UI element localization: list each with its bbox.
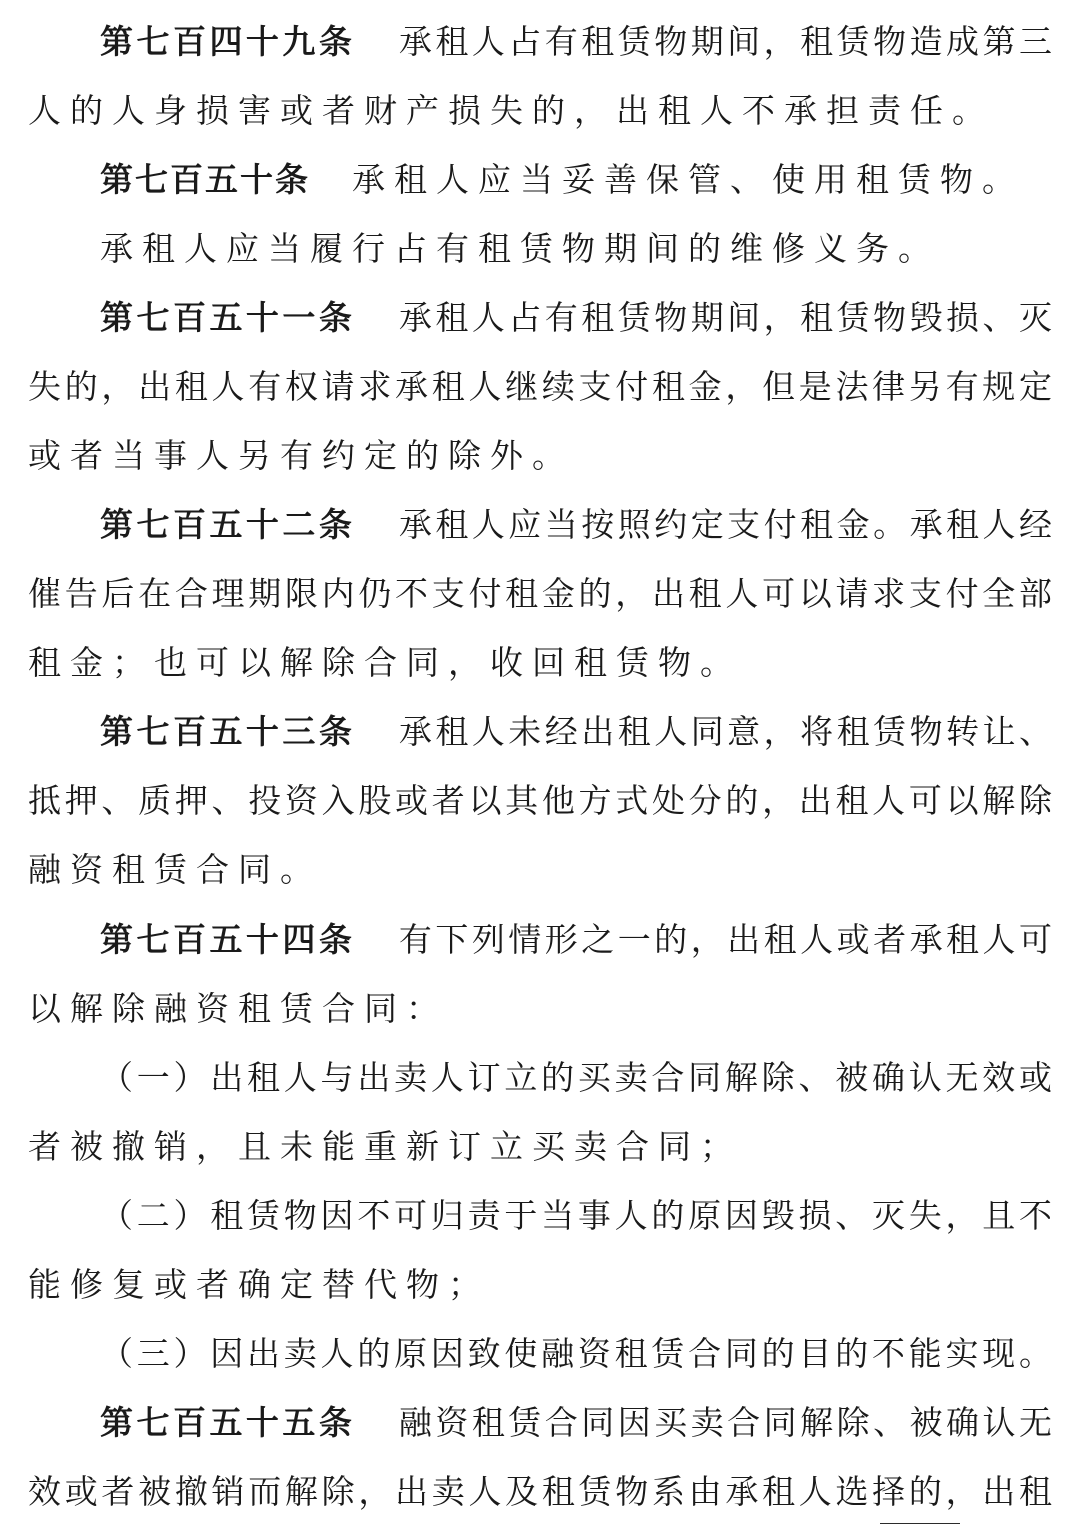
article-751-line-2: 失的，出租人有权请求承租人继续支付租金，但是法律另有规定 xyxy=(28,367,1054,406)
article-755-text: 融资租赁合同因买卖合同解除、被确认无 xyxy=(397,1403,1055,1442)
article-754-item-2-line-2: 能修复或者确定替代物； xyxy=(28,1265,490,1304)
article-751-text: 承租人占有租赁物期间，租赁物毁损、灭 xyxy=(397,298,1055,337)
article-751-line-1 xyxy=(100,288,1054,348)
article-751-line-3: 或者当事人另有约定的除外。 xyxy=(28,436,574,475)
article-751-heading: 第七百五十一条 xyxy=(100,298,356,337)
article-754-item-2-line-1: （二）租赁物因不可归责于当事人的原因毁损、灭失，且不 xyxy=(100,1196,1054,1235)
article-754-line-1 xyxy=(100,910,1054,970)
article-753-line-3: 融资租赁合同。 xyxy=(28,850,322,889)
article-752-line-1 xyxy=(100,495,1054,555)
article-752-line-2: 催告后在合理期限内仍不支付租金的，出租人可以请求支付全部 xyxy=(28,574,1054,613)
article-752-heading: 第七百五十二条 xyxy=(100,505,356,544)
article-749-heading: 第七百四十九条 xyxy=(100,22,356,61)
article-750-line-2: 承租人应当履行占有租赁物期间的维修义务。 xyxy=(100,229,940,268)
article-753-text: 承租人未经出租人同意，将租赁物转让、 xyxy=(397,712,1055,751)
article-750-text: 承租人应当妥善保管、使用租赁物。 xyxy=(352,160,1024,199)
article-755-line-2: 效或者被撤销而解除，出卖人及租赁物系由承租人选择的，出租 xyxy=(28,1472,1054,1511)
article-754-line-2: 以解除融资租赁合同： xyxy=(28,989,448,1028)
article-755-heading: 第七百五十五条 xyxy=(100,1403,356,1442)
article-753-heading: 第七百五十三条 xyxy=(100,712,356,751)
article-752-text: 承租人应当按照约定支付租金。承租人经 xyxy=(397,505,1055,544)
article-749-line-1 xyxy=(100,12,1054,72)
article-754-heading: 第七百五十四条 xyxy=(100,920,356,959)
article-754-text: 有下列情形之一的，出租人或者承租人可 xyxy=(397,920,1055,959)
article-753-line-2: 抵押、质押、投资入股或者以其他方式处分的，出租人可以解除 xyxy=(28,781,1054,820)
article-754-item-1-line-2: 者被撤销，且未能重新订立买卖合同； xyxy=(28,1127,742,1166)
cut-off-text-fragment xyxy=(880,1523,1000,1535)
article-749-text: 承租人占有租赁物期间，租赁物造成第三 xyxy=(397,22,1055,61)
article-753-line-1 xyxy=(100,702,1054,762)
article-750-line-1 xyxy=(100,150,1054,210)
article-754-item-3-line-1: （三）因出卖人的原因致使融资租赁合同的目的不能实现。 xyxy=(100,1334,1054,1373)
article-755-line-1 xyxy=(100,1393,1054,1453)
article-752-line-3: 租金；也可以解除合同，收回租赁物。 xyxy=(28,643,742,682)
article-749-line-2: 人的人身损害或者财产损失的，出租人不承担责任。 xyxy=(28,91,994,130)
article-750-heading: 第七百五十条 xyxy=(100,160,310,199)
article-754-item-1-line-1: （一）出租人与出卖人订立的买卖合同解除、被确认无效或 xyxy=(100,1058,1054,1097)
